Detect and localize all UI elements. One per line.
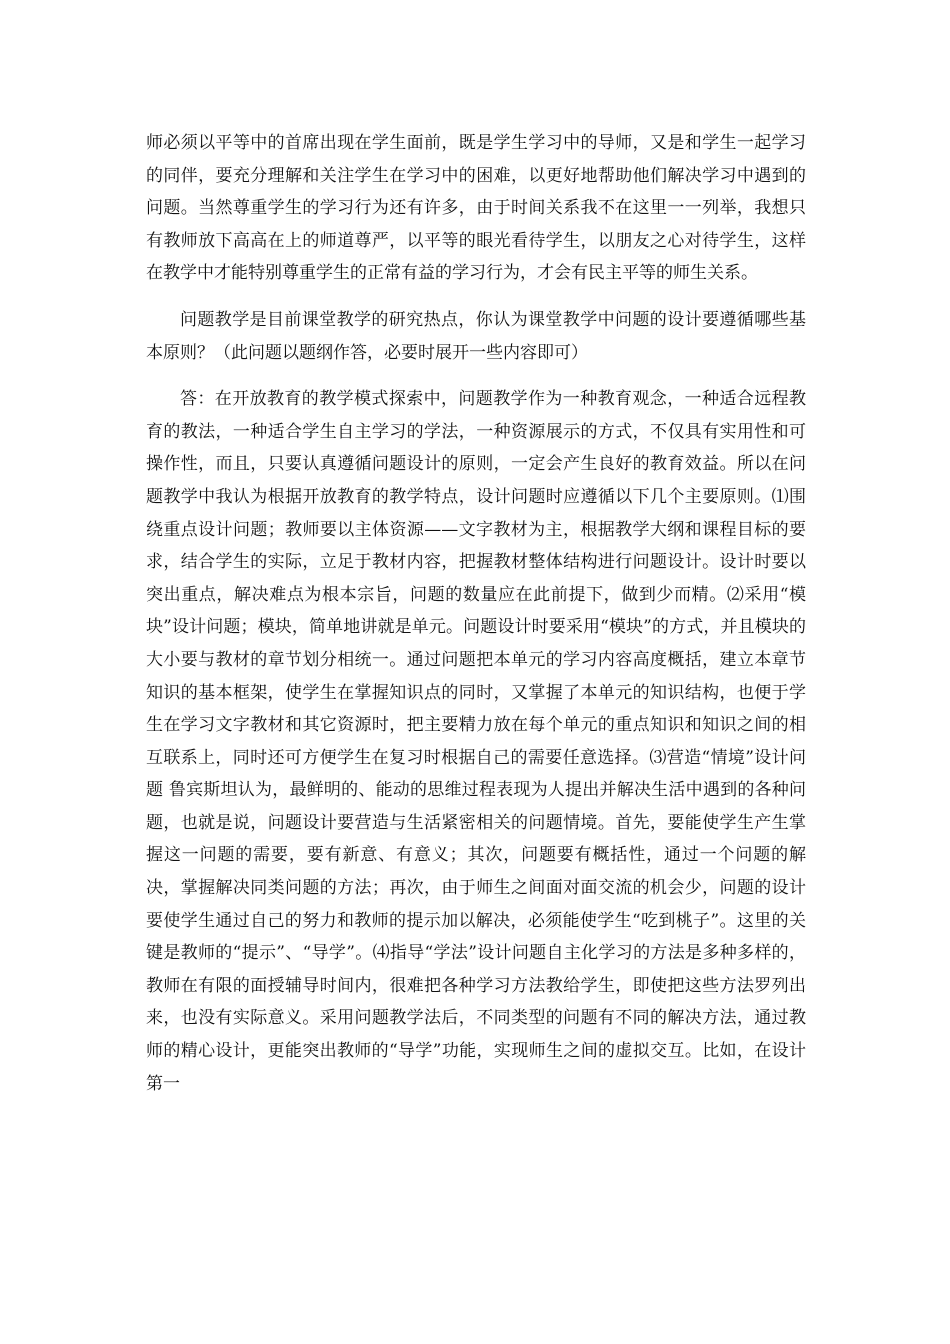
paragraph-continuation: 师必须以平等中的首席出现在学生面前，既是学生学习中的导师，又是和学生一起学习的同伴，要充分理解和关注学生在学习中的困难，以更好地帮助他们解决学习中遇到的问题。当然尊重学生的学习行为还有许多，由于时间关系我不在这里一一列举，我想只有教师放下高高在上的师道尊严，以平等的眼光看待学生，以朋友之心对待学生，这样在教学中才能特别尊重学生的正常有益的学习行为，才会有民主平等的师生关系。 bbox=[146, 133, 806, 284]
paragraph-question: 问题教学是目前课堂教学的研究热点，你认为课堂教学中问题的设计要遵循哪些基本原则？（此问题以题纲作答，必要时展开一些内容即可） bbox=[146, 309, 806, 363]
document-body bbox=[146, 127, 806, 1100]
paragraph-answer: 答：在开放教育的教学模式探索中，问题教学作为一种教育观念，一种适合远程教育的教法，一种适合学生自主学习的学法，一种资源展示的方式，不仅具有实用性和可操作性，而且，只要认真遵循问题设计的原则，一定会产生良好的教育效益。所以在问题教学中我认为根据开放教育的教学特点，设计问题时应遵循以下几个主要原则。⑴围绕重点设计问题；教师要以主体资源——文字教材为主，根据教学大纲和课程目标的要求，结合学生的实际，立足于教材内容，把握教材整体结构进行问题设计。设计时要以突出重点，解决难点为根本宗旨，问题的数量应在此前提下，做到少而精。⑵采用“模块”设计问题；模块，简单地讲就是单元。问题设计时要采用“模块”的方式，并且模块的大小要与教材的章节划分相统一。通过问题把本单元的学习内容高度概括，建立本章节知识的基本框架，使学生在掌握知识点的同时，又掌握了本单元的知识结构，也便于学生在学习文字教材和其它资源时，把主要精力放在每个单元的重点知识和知识之间的相互联系上，同时还可方便学生在复习时根据自己的需要任意选择。⑶营造“情境”设计问题 鲁宾斯坦认为，最鲜明的、能动的思维过程表现为人提出并解决生活中遇到的各种问题，也就是说，问题设计要营造与生活紧密相关的问题情境。首先，要能使学生产生掌握这一问题的需要，要有新意、有意义；其次，问题要有概括性，通过一个问题的解决，掌握解决同类问题的方法；再次，由于师生之间面对面交流的机会少，问题的设计要使学生通过自己的努力和教师的提示加以解决，必须能使学生“吃到桃子”。这里的关键是教师的“提示”、“导学”。⑷指导“学法”设计问题自主化学习的方法是多种多样的，教师在有限的面授辅导时间内，很难把各种学习方法教给学生，即使把这些方法罗列出来，也没有实际意义。采用问题教学法后，不同类型的问题有不同的解决方法，通过教师的精心设计，更能突出教师的“导学”功能，实现师生之间的虚拟交互。比如，在设计第一 bbox=[146, 389, 806, 1094]
